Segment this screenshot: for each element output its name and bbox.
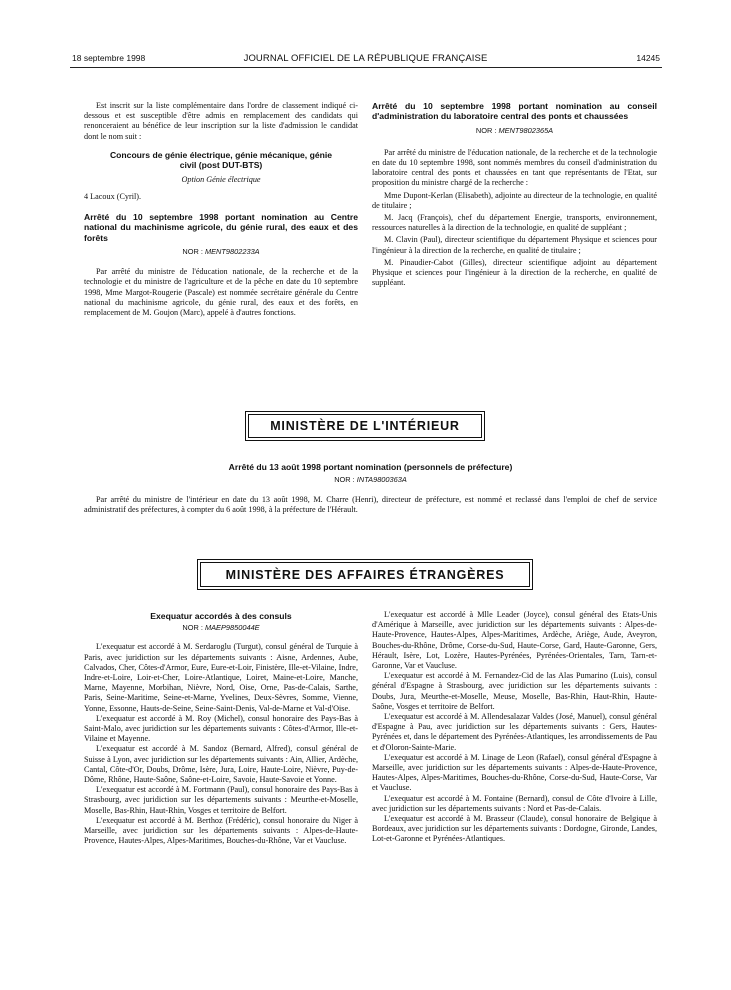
- arrete-lcpc-title: Arrêté du 10 septembre 1998 portant nomination au conseil d'administration du laboratoire central des ponts et chaussées: [372, 101, 657, 122]
- exequatur-paragraph: L'exequatur est accordé à M. Fontaine (Bernard), consul de Côte d'Ivoire à Lille, avec juridiction sur les départements suivants : Nord et Pas-de-Calais.: [372, 793, 657, 813]
- lcpc-paragraph: Mme Dupont-Kerlan (Elisabeth), adjointe au directeur de la technologie, en qualité de titulaire ;: [372, 190, 657, 210]
- exequatur-paragraph: L'exequatur est accordé à M. Fortmann (Paul), consul honoraire des Pays-Bas à Strasbourg, avec juridiction sur les départements suivants : Meurthe-et-Moselle, Moselle, Bas-Rhin, Haut-Rhin, Vosges et territoire de Belfort.: [84, 785, 358, 815]
- lcpc-paragraph: M. Jacq (François), chef du département Energie, transports, environnement, ressources naturelles à la direction de la technologie, en qualité de suppléant ;: [372, 213, 657, 233]
- exequatur-paragraph: L'exequatur est accordé à M. Serdaroglu (Turgut), consul général de Turquie à Paris, avec juridiction sur les départements suivants : Aisne, Ardennes, Aube, Calvados, Cher, Côtes-d'Armor, Eure, Eure-et-Loir, Finistère, Ille-et-Vilaine, Indre, Indre-et-Loire, Loir-et-Cher, Loire-Atlantique, Loiret, Maine-et-Loire, Manche, Marne, Mayenne, Morbihan, Nièvre, Nord, Oise, Orne, Pas-de-Calais, Sarthe, Paris, Seine-Maritime, Seine-et-Marne, Yvelines, Deux-Sèvres, Somme, Vienne, Yonne, Essonne, Hauts-de-Seine, Seine-Saint-Denis, Val-de-Marne et Val-d'Oise.: [84, 642, 358, 713]
- header-rule: [70, 67, 662, 68]
- arrete-machinisme-body: Par arrêté du ministre de l'éducation nationale, de la recherche et de la technologie et du ministre de l'agriculture et de la pêche en date du 10 septembre 1998, Mme Margot-Rougerie (Pascale) est nommée secrétaire générale du Centre national du machinisme agricole, du génie rural, des eaux et des forêts, en remplacement de M. Goujon (Marc), appelé à d'autres fonctions.: [84, 267, 358, 318]
- nor-reference: [84, 475, 657, 485]
- arrete-prefecture-body-block: [84, 495, 657, 515]
- exequatur-paragraph: L'exequatur est accordé à M. Linage de Leon (Rafael), consul général d'Espagne à Marseille, avec juridiction sur les départements suivants : Alpes-de-Haute-Provence, Hautes-Alpes, Alpes-Maritimes, Bouches-du-Rhône, Corse-du-Sud, Haute-Corse, Var et Vaucluse.: [372, 752, 657, 793]
- ministry-etrangeres-heading: MINISTÈRE DES AFFAIRES ÉTRANGÈRES: [200, 562, 530, 587]
- exequatur-paragraph: L'exequatur est accordé à M. Sandoz (Bernard, Alfred), consul général de Suisse à Lyon, avec juridiction sur les départements suivants : Ain, Allier, Ardèche, Cantal, Côte-d'Or, Doubs, Drôme, Isère, Jura, Loire, Haute-Loire, Nièvre, Puy-de-Dôme, Rhône, Haute-Saône, Saône-et-Loire, Savoie, Haute-Savoie et Yonne.: [84, 744, 358, 785]
- supplementary-list-intro: Est inscrit sur la liste complémentaire dans l'ordre de classement indiqué ci-dessous et est susceptible d'être admis en remplacement des candidats qui renonceraient au bénéfice de leur inscription sur la liste d'admission le candidat dont le nom suit :: [84, 101, 358, 141]
- exequatur-paragraph: L'exequatur est accordé à M. Roy (Michel), consul honoraire des Pays-Bas à Saint-Malo, avec juridiction sur les départements suivants : Côtes-d'Armor, Ille-et-Vilaine et Mayenne.: [84, 713, 358, 744]
- arrete-prefecture-body: Par arrêté du ministre de l'intérieur en date du 13 août 1998, M. Charre (Henri), directeur de préfecture, est nommé et reclassé dans l'emploi de chef de service administratif des préfectures, à compter du 6 août 1998, à la préfecture de l'Hérault.: [84, 495, 657, 515]
- option-label: Option Génie électrique: [181, 174, 261, 184]
- exequatur-paragraph: L'exequatur est accordé à M. Brasseur (Claude), consul honoraire de Belgique à Bordeaux, avec juridiction sur les départements suivants : Dordogne, Gironde, Landes, Lot-et-Garonne et Pyrénées-Atlantiques.: [372, 814, 657, 844]
- exequatur-paragraph: L'exequatur est accordé à Mlle Leader (Joyce), consul général des Etats-Unis d'Amérique à Marseille, avec juridiction sur les départements suivants : Alpes-de-Haute-Provence, Hautes-Alpes, Alpes-Maritimes, Ardèche, Ariège, Aude, Aveyron, Bouches-du-Rhône, Drôme, Corse-du-Sud, Haute-Corse, Gard, Haute-Garonne, Gers, Hérault, Isère, Lot, Lozère, Hautes-Pyrénées, Pyrénées-Orientales, Tarn, Tarn-et-Garonne, Var et Vaucluse.: [372, 610, 657, 671]
- page-number: 14245: [636, 53, 660, 63]
- lcpc-paragraph: Par arrêté du ministre de l'éducation nationale, de la recherche et de la technologie en date du 10 septembre 1998, sont nommés membres du conseil d'administration du laboratoire central des ponts et chaussées en tant que représentants de l'Etat, sur proposition du ministre chargé de la recherche :: [372, 147, 657, 188]
- arrete-prefecture-title: Arrêté du 13 août 1998 portant nomination (personnels de préfecture): [228, 462, 513, 472]
- nor-reference: [84, 623, 358, 633]
- right-top-column: [372, 101, 657, 288]
- concours-title: Concours de génie électrique, génie mécanique, génie civil (post DUT-BTS): [109, 149, 333, 171]
- exequatur-title: Exequatur accordés à des consuls: [150, 611, 292, 621]
- nor-label: NOR :: [182, 247, 203, 257]
- nor-reference: [84, 247, 358, 257]
- nor-code: INTA9800363A: [356, 475, 407, 484]
- lcpc-paragraph: M. Clavin (Paul), directeur scientifique du département Physique et sciences pour l'ingénieur à la direction de la recherche, en qualité de titulaire ;: [372, 235, 657, 255]
- nor-label: NOR :: [475, 125, 497, 135]
- nor-code: MAEP9850044E: [204, 623, 260, 633]
- exequatur-right-column: [372, 610, 657, 845]
- candidate-entry: 4 Lacoux (Cyril).: [84, 191, 142, 201]
- arrete-machinisme-title: Arrêté du 10 septembre 1998 portant nomination au Centre national du machinisme agricole, du génie rural, des eaux et des forêts: [84, 212, 358, 243]
- nor-label: NOR :: [182, 623, 203, 633]
- nor-reference: [372, 126, 657, 136]
- exequatur-left-column: [84, 611, 358, 846]
- nor-code: MENT9802233A: [204, 247, 260, 257]
- lcpc-paragraph: M. Pinaudier-Cabot (Gilles), directeur scientifique adjoint au département Physique et sciences pour l'ingénieur à la direction de la recherche, en qualité de suppléant.: [372, 257, 657, 288]
- left-top-column: [84, 101, 358, 318]
- nor-label: NOR :: [334, 475, 355, 484]
- exequatur-paragraph: L'exequatur est accordé à M. Fernandez-Cid de las Alas Pumarino (Luis), consul général d'Espagne à Strasbourg, avec juridiction sur les départements suivants : Doubs, Jura, Meurthe-et-Moselle, Meuse, Moselle, Bas-Rhin, Haut-Rhin, Haute-Saône, Vosges et territoire de Belfort.: [372, 671, 657, 711]
- header-date: 18 septembre 1998: [72, 53, 146, 63]
- ministry-interieur-heading: MINISTÈRE DE L'INTÉRIEUR: [248, 414, 482, 438]
- exequatur-paragraph: L'exequatur est accordé à M. Allendesalazar Valdes (José, Manuel), consul général d'Espagne à Pau, avec juridiction sur les départements suivants : Gers, Hautes-Pyrénées et, dans le département des Pyrénées-Atlantiques, les arrondissements de Pau et d'Oloron-Sainte-Marie.: [372, 712, 657, 752]
- nor-code: MENT9802365A: [498, 125, 554, 135]
- journal-title: JOURNAL OFFICIEL DE LA RÉPUBLIQUE FRANÇAISE: [243, 53, 488, 64]
- exequatur-paragraph: L'exequatur est accordé à M. Berthoz (Frédéric), consul honoraire du Niger à Marseille, avec juridiction sur les départements suivants : Alpes-de-Haute-Provence, Hautes-Alpes, Alpes-Maritimes, Bouches-du-Rhône, Var et Vaucluse.: [84, 815, 358, 846]
